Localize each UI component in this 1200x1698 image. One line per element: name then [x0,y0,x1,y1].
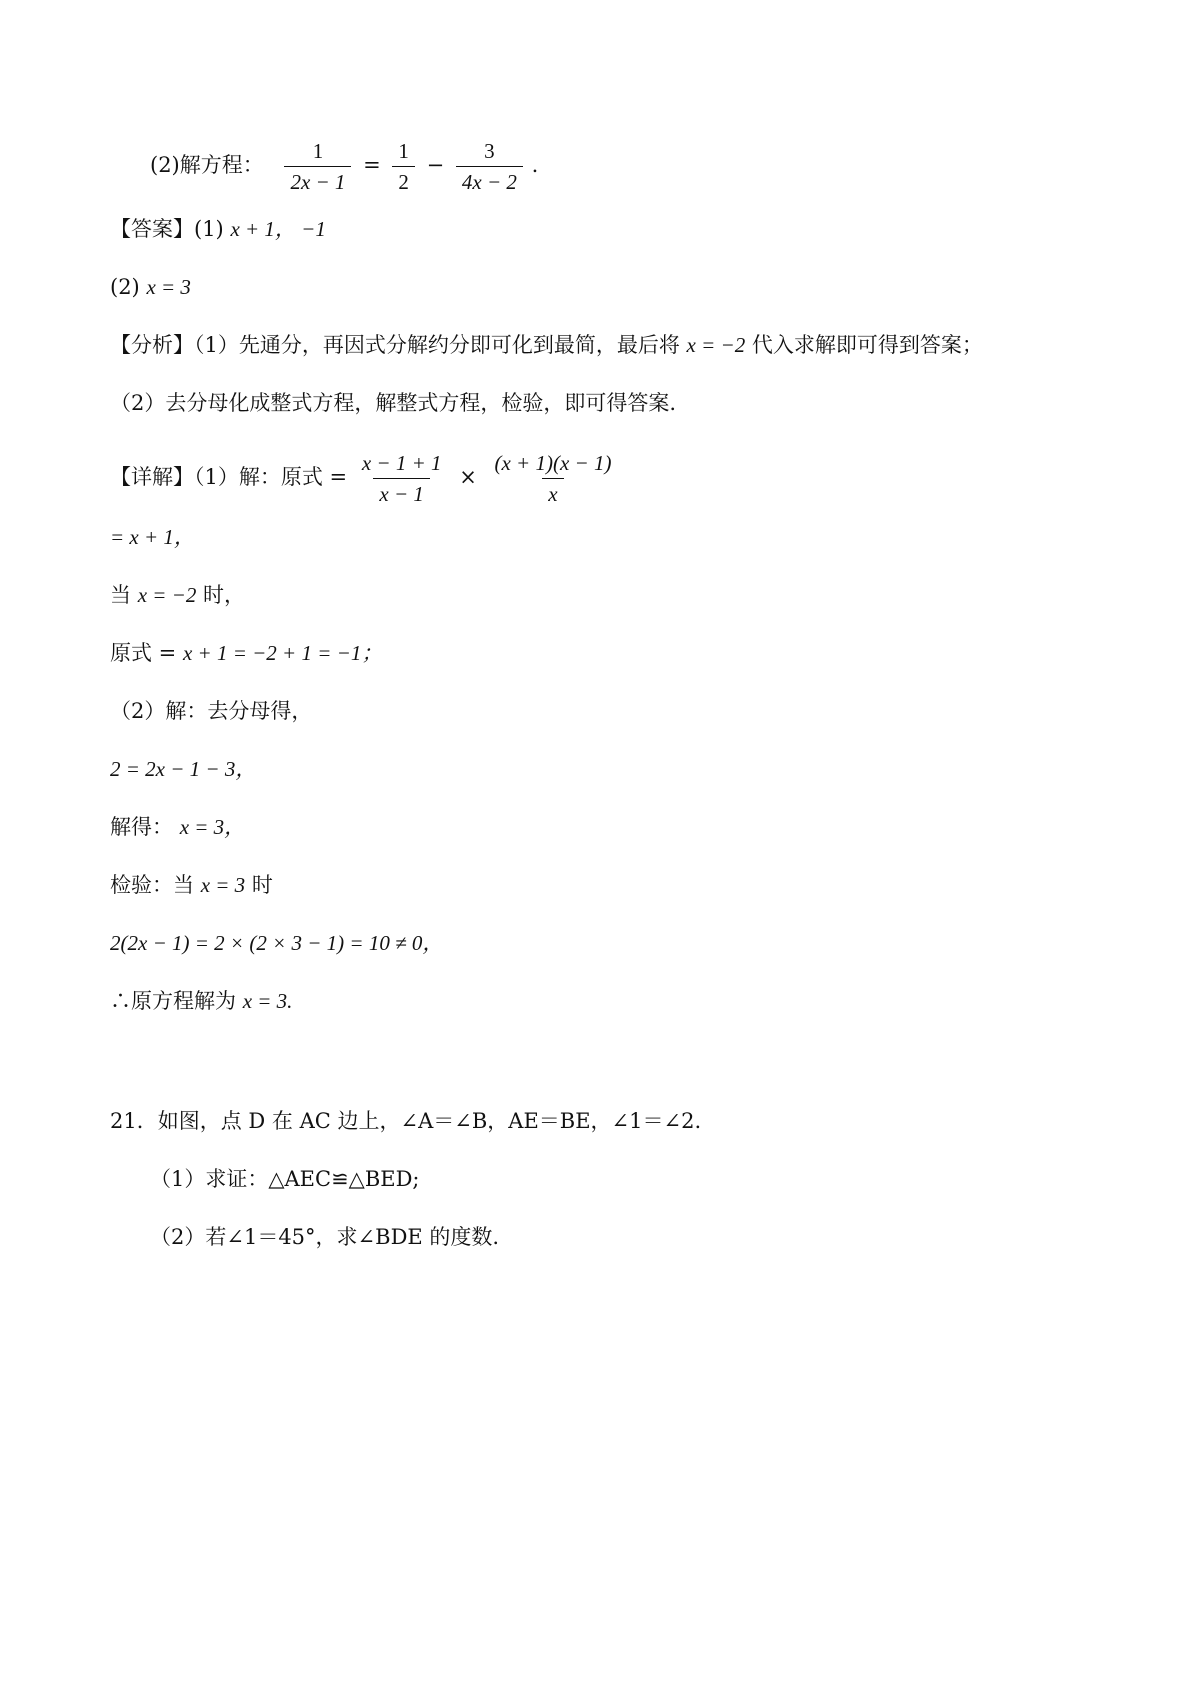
analysis-line-1: 【分析】（1）先通分，再因式分解约分即可化到最简，最后将 x = −2 代入求解即可得到答案； [110,333,983,357]
detail-line-4: 原式 = x + 1 = −2 + 1 = −1； [110,641,383,665]
detail-line-2: = x + 1， [110,525,195,549]
q20-part2-label: (2)解方程： [150,153,264,177]
detail-line-5: （2）解：去分母得， [110,699,313,723]
q21-part2: （2）若∠1＝45°，求∠BDE 的度数. [150,1225,500,1249]
q21-stem: 21．如图，点 D 在 AC 边上，∠A＝∠B，AE＝BE，∠1＝∠2. [110,1109,702,1133]
detail-fraction-2: $\frac{(x + 1)(x - 1)}{x}$ [494,451,612,506]
fraction-2: $\frac{1}{2}$ [392,138,415,195]
detail-line-10: ∴原方程解为 x = 3. [110,989,293,1013]
detail-intro-line: 【详解】（1）解：原式 = $\frac{x - 1 + 1}{x - 1}$ × $\frac{(x + 1)(x - 1)}{x}$ [110,450,619,507]
fraction-1: $\frac{1}{2x - 1}$ [284,138,351,195]
analysis-line-2: （2）去分母化成整式方程，解整式方程，检验，即可得答案. [110,391,677,415]
detail-line-6: 2 = 2x − 1 − 3， [110,757,257,781]
fraction-3: $\frac{3}{4x - 2}$ [456,138,523,195]
detail-line-7: 解得： x = 3， [110,815,246,839]
answer-line-1: 【答案】(1) x + 1， −1 [110,217,326,241]
detail-line-3: 当 x = −2 时， [110,583,246,607]
answer-line-2: (2) x = 3 [110,275,191,299]
detail-line-8: 检验：当 x = 3 时 [110,873,273,897]
detail-line-9: 2(2x − 1) = 2 × (2 × 3 − 1) = 10 ≠ 0， [110,931,444,955]
q20-part2-equation: (2)解方程： $\frac{1}{2x - 1}$ = $\frac{1}{2}$ − $\frac{3}{4x - 2}$ . [150,139,539,194]
detail-fraction-1: $\frac{x - 1 + 1}{x - 1}$ [361,451,442,506]
q21-part1: （1）求证：△AEC≌△BED; [150,1167,420,1191]
